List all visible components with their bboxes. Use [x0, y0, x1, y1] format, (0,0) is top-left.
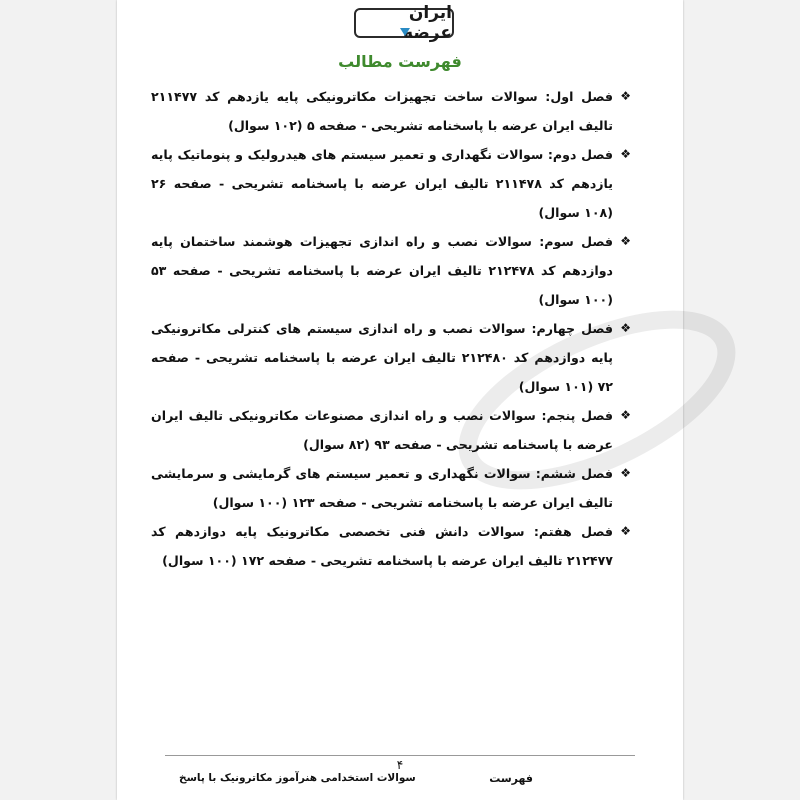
toc-item-chapter-5[interactable]	[151, 401, 631, 459]
diamond-bullet-icon: ❖	[620, 147, 631, 161]
toc-item-text: فصل اول: سوالات ساخت تجهیزات مکاترونیکی پایه یازدهم کد ۲۱۱۴۷۷ تالیف ایران عرضه با پاسخنامه تشریحی - صفحه ۵ (۱۰۲ سوال)	[151, 89, 613, 133]
diamond-bullet-icon: ❖	[620, 89, 631, 103]
toc-item-chapter-6[interactable]	[151, 459, 631, 517]
toc-item-chapter-2[interactable]	[151, 140, 631, 227]
toc-item-text: فصل هفتم: سوالات دانش فنی تخصصی مکاترونیک پایه دوازدهم کد ۲۱۲۴۷۷ تالیف ایران عرضه با پاسخنامه تشریحی - صفحه ۱۷۲ (۱۰۰ سوال)	[151, 524, 613, 568]
footer-divider	[165, 755, 635, 756]
brand-logo	[354, 3, 454, 43]
page-number: ۴	[396, 758, 404, 772]
toc-title: فهرست مطالب	[338, 52, 462, 71]
toc-list	[151, 82, 631, 575]
diamond-bullet-icon: ❖	[620, 524, 631, 538]
toc-item-text: فصل ششم: سوالات نگهداری و تعمیر سیستم های گرمایشی و سرمایشی تالیف ایران عرضه با پاسخنامه تشریحی - صفحه ۱۲۳ (۱۰۰ سوال)	[151, 466, 613, 510]
toc-item-chapter-7[interactable]	[151, 517, 631, 575]
diamond-bullet-icon: ❖	[620, 466, 631, 480]
toc-item-text: فصل چهارم: سوالات نصب و راه اندازی سیستم های کنترلی مکاترونیکی پایه دوازدهم کد ۲۱۲۴۸۰ تالیف ایران عرضه با پاسخنامه تشریحی - صفحه ۷۲ (۱۰۱ سوال)	[151, 321, 613, 394]
document-page	[117, 0, 683, 800]
diamond-bullet-icon: ❖	[620, 408, 631, 422]
toc-item-chapter-1[interactable]	[151, 82, 631, 140]
diamond-bullet-icon: ❖	[620, 321, 631, 335]
logo-arrow-icon	[400, 28, 410, 36]
toc-item-text: فصل دوم: سوالات نگهداری و تعمیر سیستم های هیدرولیک و پنوماتیک پایه یازدهم کد ۲۱۱۴۷۸ تالیف ایران عرضه با پاسخنامه تشریحی - صفحه ۲۶ (۱۰۸ سوال)	[151, 147, 613, 220]
toc-item-text: فصل پنجم: سوالات نصب و راه اندازی مصنوعات مکاترونیکی تالیف ایران عرضه با پاسخنامه تشریحی - صفحه ۹۳ (۸۲ سوال)	[151, 408, 613, 452]
toc-item-chapter-3[interactable]	[151, 227, 631, 314]
logo-text: ایران عرضه	[403, 3, 452, 43]
footer-book-title: سوالات استخدامی هنرآموز مکاترونیک با پاسخ	[179, 772, 416, 784]
diamond-bullet-icon: ❖	[620, 234, 631, 248]
footer-section-label: فهرست	[489, 772, 533, 785]
toc-item-chapter-4[interactable]	[151, 314, 631, 401]
toc-item-text: فصل سوم: سوالات نصب و راه اندازی تجهیزات هوشمند ساختمان پایه دوازدهم کد ۲۱۲۴۷۸ تالیف ایران عرضه با پاسخنامه تشریحی - صفحه ۵۳ (۱۰۰ سوال)	[151, 234, 613, 307]
